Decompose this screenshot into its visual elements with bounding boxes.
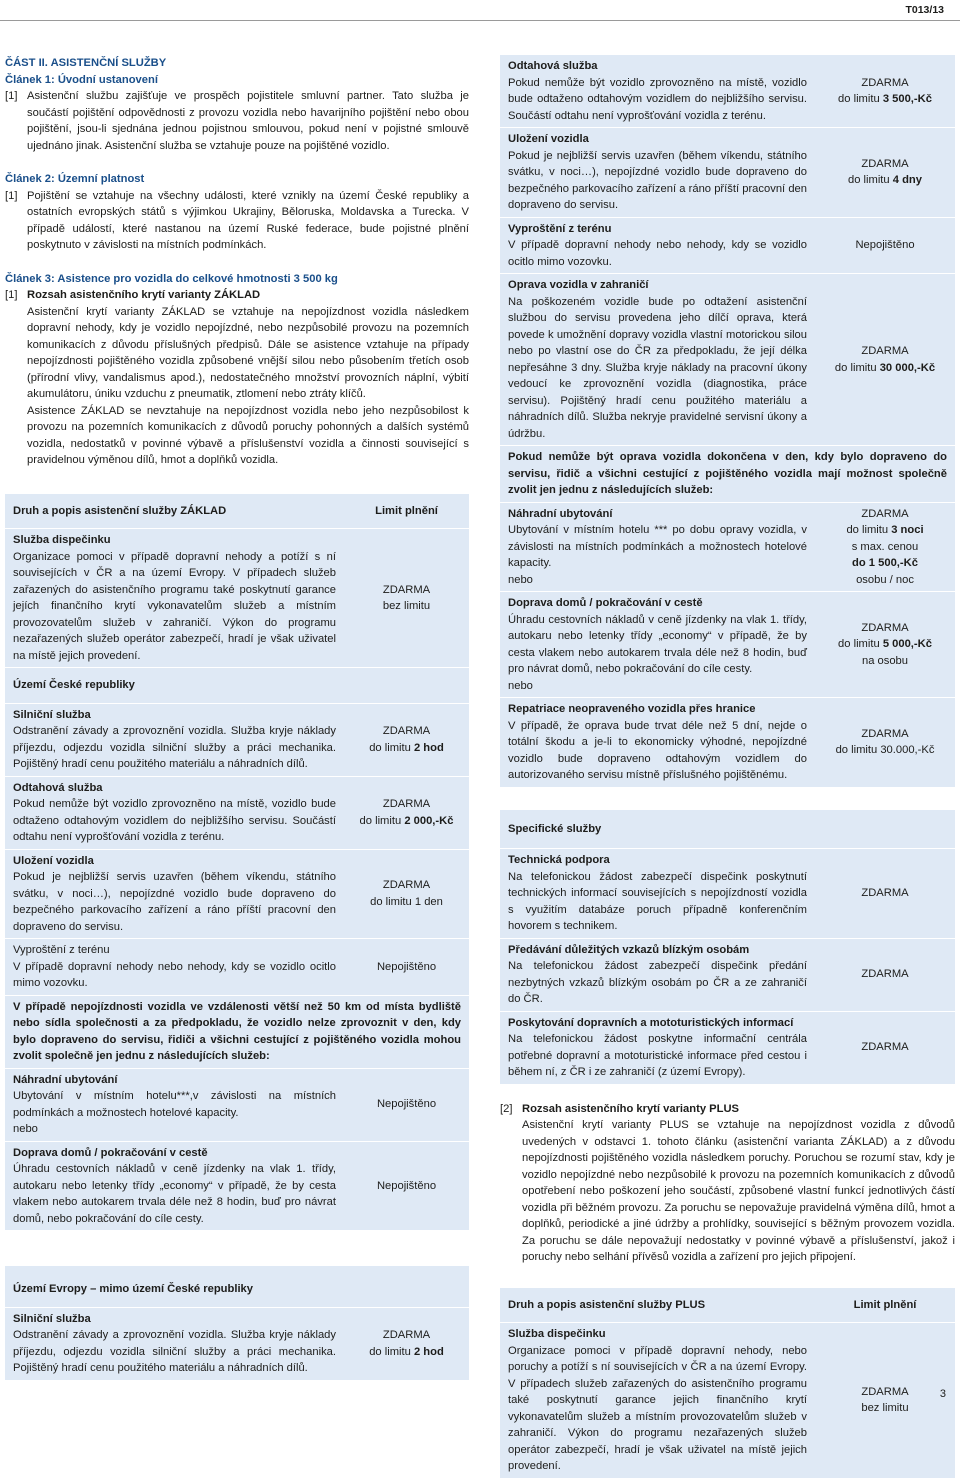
subheading: Rozsah asistenčního krytí varianty ZÁKLAD — [27, 289, 261, 301]
service-title: Oprava vozidla v zahraničí — [508, 279, 649, 291]
service-text: V případě, že oprava bude trvat déle než 5 dní, nejde o totální škodu a je-li to ekonomicky výhodné, nepojízdné vozidlo bude dopraveno odtahovým vozidlem do autorizovaného servisu místně příslušného pojištěnému. — [508, 719, 807, 781]
service-text: Pokud je nejbližší servis uzavřen (během víkendu, státního svátku, v noci…), nepojízdné vozidlo bude dopraveno do bezpečného parkovacího zařízení a ráno příští pracovní den dopraveno do servisu. — [13, 871, 336, 933]
table-row — [5, 850, 469, 940]
part-heading: ČÁST II. ASISTENČNÍ SLUŽBY — [5, 57, 167, 69]
table-header — [500, 1288, 955, 1324]
service-text: Organizace pomoci v případě dopravní nehody, nebo poruchy a potíží s ní souvisejících v ČR a na území Evropy. V případech služeb zařazených do asistenčního programu také poskytnutí garance jejich finančního krytí vykonavatelům služeb a místním provozovatelům služeb v zahraničí. Výkon do programu nezařazených služeb operátor zabezpečí, hradí je však uživatel na místě jejich provedení. — [508, 1344, 807, 1472]
table-row — [5, 1308, 469, 1381]
or-text: nebo — [508, 679, 533, 692]
article-2-heading: Článek 2: Územní platnost — [5, 173, 145, 185]
service-title: Uložení vozidla — [13, 854, 94, 867]
column-header-limit: Limit plnění — [853, 1298, 917, 1311]
limit-cell: Nepojištěno — [376, 1179, 437, 1192]
table-row — [500, 1012, 955, 1085]
paragraph-text: Pojištění se vztahuje na všechny události, které vznikly na území České republiky a ostatních evropských států s výjimkou Ukrajiny, Běloruska, Moldavska a Turecka. V případě událostí, které nastanou na území Ruské federace, bude pojistné plnění poskytnuto v závislosti na místních podmínkách. — [27, 189, 469, 251]
or-text: nebo — [508, 573, 533, 586]
limit-cell: ZDARMA do limitu 2 hod — [369, 1329, 444, 1358]
limit-cell: Nepojištěno — [376, 1098, 437, 1111]
service-text: Ubytování v místním hotelu *** po dobu opravy vozidla, v závislosti na místních podmínkách a možnostech hotelové kapacity. — [508, 524, 807, 569]
limit-cell: ZDARMA — [861, 887, 909, 899]
paragraph-text: Asistenční službu zajišťuje ve prospěch pojistitele smluvní partner. Tato služba je součástí pojištění odpovědnosti z provozu vozidla nebo havarijního pojištění nebo obou pojištění, jsou-li sjednána jednou pojistnou smlouvou, pokud není v pojistné smlouvě ujednáno jinak. Asistenční služba se vztahuje pouze na pojištěné vozidlo. — [27, 90, 469, 152]
left-column — [5, 55, 469, 1381]
service-title: Vyproštění z terénu — [508, 222, 612, 235]
service-title: Služba dispečinku — [13, 534, 111, 546]
table-row — [5, 1069, 469, 1142]
service-text: Na telefonickou žádost zabezpečí dispečink předání nezbytných vzkazů blízkým osobám po ČR a ze zahraničí do ČR. — [508, 960, 807, 1005]
service-title: Repatriace neopraveného vozidla přes hranice — [508, 703, 756, 715]
service-title: Doprava domů / pokračování v cestě — [508, 597, 703, 609]
service-text: Pokud je nejbližší servis uzavřen (během víkendu, státního svátku, v noci…), nepojízdné vozidlo bude dopraveno do bezpečného parkovacího zařízení a ráno příští pracovní den dopraveno do servisu. — [508, 149, 807, 211]
table-section-row — [500, 810, 955, 850]
table-row — [500, 128, 955, 218]
limit-cell: ZDARMA do limitu 2 000,-Kč — [359, 798, 454, 827]
plus-text: Asistenční krytí varianty PLUS se vztahuje na nepojízdnost vozidla z důvodů uvedených v odstavci 1. tohoto článku (asistenční varianta ZÁKLAD) a z důvodu nepojízdnosti pojištěného vozidla následkem poruchy. Poruchou se rozumí stav, kdy je vozidlo nepojízdné nebo nezpůsobilé k provozu na pozemních komunikacích z důvodů opotřebení nebo poškození jeho součástí, způsobené vlastní funkcí jednotlivých částí vozidla při běžném provozu. Za poruchu se nepovažuje pravidelná výměna dílů, hmot a doplňků, periodické a jiné údržby a prohlídky, související s běžným provozem vozidla. Za poruchu se dále nepovažují nedostatky v povinné výbavě a příslušenství, jakož i poruchy nebo selhání přívěsů vozidla a zařízení pro jejich připojení. — [522, 1119, 955, 1263]
table-row — [500, 503, 955, 593]
page-number: 3 — [939, 1388, 946, 1400]
service-title: Odtahová služba — [13, 781, 103, 794]
table-row — [500, 849, 955, 939]
note-text: Pokud nemůže být oprava vozidla dokončena v den, kdy bylo dopraveno do servisu, řidič a všichni cestující z pojištěného vozidla mají možnost společně zvolit jen jednu z následujících služeb: — [508, 451, 947, 496]
table-row — [5, 1142, 469, 1232]
table-row — [5, 704, 469, 777]
service-title: Doprava domů / pokračování v cestě — [13, 1146, 208, 1159]
table-row — [500, 939, 955, 1012]
limit-cell: ZDARMA do limitu 3 500,-Kč — [838, 76, 932, 105]
top-rule — [0, 20, 960, 21]
table-row — [500, 1323, 955, 1479]
service-text: Úhradu cestovních nákladů v ceně jízdenky na vlak 1. třídy, autokaru nebo letenky třídy „economy“ v případě, že by cesta vlakem nebo autokarem trvala déle než 8 hodin, buď pro návrat domů, nebo pokračování do cíle cesty. — [13, 1163, 336, 1225]
limit-cell: ZDARMA — [861, 968, 909, 981]
limit-cell: ZDARMA bez limitu — [382, 583, 431, 612]
limit-cell: ZDARMA do limitu 2 hod — [369, 725, 444, 754]
service-text: Pokud nemůže být vozidlo zprovozněno na místě, vozidlo bude odtaženo odtahovým vozidlem do nejbližšího servisu. Součástí odtahu není vyprošťování vozidla z terénu. — [13, 798, 336, 843]
service-title: Poskytování dopravních a mototuristických informací — [508, 1016, 794, 1029]
article-3-heading: Článek 3: Asistence pro vozidla do celkové hmotnosti 3 500 kg — [5, 272, 338, 285]
table-extended — [500, 55, 955, 1085]
article-2-paragraph — [5, 188, 469, 254]
service-text: Na telefonickou žádost poskytne informační centrála potřebné dopravní a mototuristické informace před cestou i během ní, z ČR i ze zahraničí (z území Evropy). — [508, 1033, 807, 1078]
table-row — [500, 592, 955, 698]
page-code: T013/13 — [905, 4, 944, 16]
article-3-text-1: Asistenční krytí varianty ZÁKLAD se vztahuje na nepojízdnost vozidla následkem dopravní nehody, kdy je vozidlo nepojízdné, nebo nezpůsobilé provozu na pozemních komunikacích z důvodu příslušných předpisů. Dále se asistence vztahuje na případy nepojízdnosti pojištěného vozidla způsobené vnější silou nebo působením třetích osob (přírodní vlivy, vandalismus apod.), nedostatečného množství provozních náplní, výbití akumulátoru, úniku vzduchu z pneumatik, ztlomení nebo ztráty klíčů. — [27, 305, 469, 400]
note-text: V případě nepojízdnosti vozidla ve vzdálenosti větší než 50 km od místa bydliště nebo sídla společnosti a za předpokladu, že vozidlo nelze zprovoznit v den, kdy bylo dopraveno do servisu, řidiči a všichni cestující z pojištěného vozidla mohou zvolit společně jen jednu z následujících služeb: — [13, 1000, 461, 1062]
table-row — [5, 939, 469, 996]
section-heading: Území České republiky — [13, 679, 135, 691]
service-text: V případě dopravní nehody nebo nehody, kdy se vozidlo ocitlo mimo vozovku. — [508, 239, 807, 268]
service-title: Náhradní ubytování — [13, 1073, 118, 1086]
table-note-row — [500, 446, 955, 503]
table-gap — [500, 788, 955, 810]
service-title: Silniční služba — [13, 1312, 91, 1325]
service-title: Vyproštění z terénu — [13, 944, 110, 956]
paragraph-number: [2] — [500, 1102, 513, 1115]
table-row — [500, 698, 955, 788]
service-text: Na telefonickou žádost zabezpečí dispečink poskytnutí technických informací souvisejících s nepojízdností vozidla s využitím databáze poruch případně konferenčním hovorem s technikem. — [508, 870, 807, 932]
column-header-description: Druh a popis asistenční služby PLUS — [508, 1298, 706, 1311]
limit-cell: ZDARMA — [861, 1041, 909, 1054]
table-plus — [500, 1288, 955, 1479]
paragraph-number: [1] — [5, 189, 18, 202]
paragraph-number: [1] — [5, 90, 18, 102]
service-title: Odtahová služba — [508, 60, 598, 72]
service-text: Úhradu cestovních nákladů v ceně jízdenky na vlak 1. třídy, autokaru nebo letenky třídy „economy“ v případě, že by cesta vlakem nebo autokarem trvala déle než 8 hodin, buď pro návrat domů, nebo pokračování do cíle cesty. — [508, 613, 807, 675]
limit-cell: ZDARMA do limitu 5 000,-Kč na osobu — [838, 621, 932, 667]
limit-cell: ZDARMA do limitu 1 den — [370, 879, 443, 908]
service-text: Pokud nemůže být vozidlo zprovozněno na místě, vozidlo bude odtaženo odtahovým vozidlem do nejbližšího servisu. Součástí odtahu není vyprošťování vozidla z terénu. — [508, 76, 807, 122]
service-text: Na poškozeném vozidle bude po odtažení asistenční službou do servisu provedena jeho dílčí oprava, která povede k umožnění dopravy vozidla vlastní motorickou silou nebo po vlastní ose do ČR za předpokladu, že její délka nepřesáhne 3 dny. Služba kryje náklady na pracovní úkony vedoucí ke zprovoznění vozidla (diagnostika, práce servisu). Pojištěný hradí cenu použitého materiálu a náhradních dílů. Služba nekryje pravidelné servisní úkony a údržbu. — [508, 295, 807, 440]
article-3-subheading-row — [5, 287, 469, 304]
table-header — [5, 494, 469, 530]
or-text: nebo — [13, 1123, 38, 1135]
service-title: Předávání důležitých vzkazů blízkým osobám — [508, 943, 750, 956]
article-3-paragraph-2-heading — [500, 1101, 955, 1118]
service-title: Technická podpora — [508, 854, 610, 866]
limit-cell: ZDARMA bez limitu — [861, 1385, 909, 1415]
table-row — [5, 777, 469, 850]
service-text: Odstranění závady a zprovoznění vozidla. Služba kryje náklady příjezdu, odjezdu vozidla silniční služby a práci mechanika. Pojištěný hradí cenu použitého materiálu a náhradních dílů. — [13, 725, 336, 770]
right-column — [500, 55, 955, 1479]
paragraph-number: [1] — [5, 289, 18, 301]
column-header-description: Druh a popis asistenční služby ZÁKLAD — [13, 504, 227, 517]
limit-cell: ZDARMA do limitu 3 noci s max. cenou do 1 500,-Kč osobu / noc — [846, 507, 924, 586]
article-1-paragraph — [5, 88, 469, 154]
table-section-row — [5, 1266, 469, 1308]
limit-cell: Nepojištěno — [376, 960, 437, 973]
service-text: V případě dopravní nehody nebo nehody, kdy se vozidlo ocitlo mimo vozovku. — [13, 960, 336, 989]
service-title: Služba dispečinku — [508, 1328, 606, 1340]
table-note-row — [5, 996, 469, 1069]
section-heading: Specifické služby — [508, 822, 602, 835]
service-title: Uložení vozidla — [508, 133, 589, 145]
service-text: Odstranění závady a zprovoznění vozidla. Služba kryje náklady příjezdu, odjezdu vozidla silniční služby a práci mechanika. Pojištěný hradí cenu použitého materiálu a náhradních dílů. — [13, 1329, 336, 1374]
limit-cell: Nepojištěno — [855, 239, 915, 251]
table-row — [500, 274, 955, 446]
subheading: Rozsah asistenčního krytí varianty PLUS — [522, 1102, 739, 1115]
table-section-row — [5, 668, 469, 704]
article-3-text-2: Asistence ZÁKLAD se nevztahuje na nepojízdnost vozidla nebo jeho nezpůsobilost k provozu na pozemních komunikacích z důvodů poruchy pohonných a dalších systémů vozidla, nedostatků v povinné výbavě a příslušenství vozidla a činnosti související s pravidelnou výměnou dílů, hmot a doplňků vozidla. — [27, 404, 469, 466]
service-title: Silniční služba — [13, 708, 91, 721]
service-title: Náhradní ubytování — [508, 507, 613, 520]
limit-cell: ZDARMA do limitu 4 dny — [847, 157, 922, 187]
table-row — [5, 529, 469, 668]
table-gap — [5, 1231, 469, 1266]
section-heading: Území Evropy – mimo území České republiky — [13, 1283, 253, 1295]
limit-cell: ZDARMA do limitu 30.000,-Kč — [835, 727, 935, 757]
column-header-limit: Limit plnění — [375, 504, 438, 517]
table-row — [500, 55, 955, 128]
service-text: Organizace pomoci v případě dopravní nehody a potíží s ní souvisejících v ČR a na území Evropy. V případech služeb zařazených do asistenčního programu také poskytnutí garance jejích finančního krytí vykonavatelům služeb a místním provozovatelům služeb v zahraničí. Výkon do programu nezařazených služeb operátor zabezpečí, hradí je však uživatel na místě jejich provedení. — [13, 550, 336, 662]
article-1-heading: Článek 1: Úvodní ustanovení — [5, 73, 158, 86]
table-basic — [5, 494, 469, 1381]
limit-cell: ZDARMA do limitu 30 000,-Kč — [834, 345, 936, 374]
table-row — [500, 218, 955, 275]
service-text: Ubytování v místním hotelu***,v závislosti na místních podmínkách a možnostech hotelové kapacity. — [13, 1090, 336, 1119]
